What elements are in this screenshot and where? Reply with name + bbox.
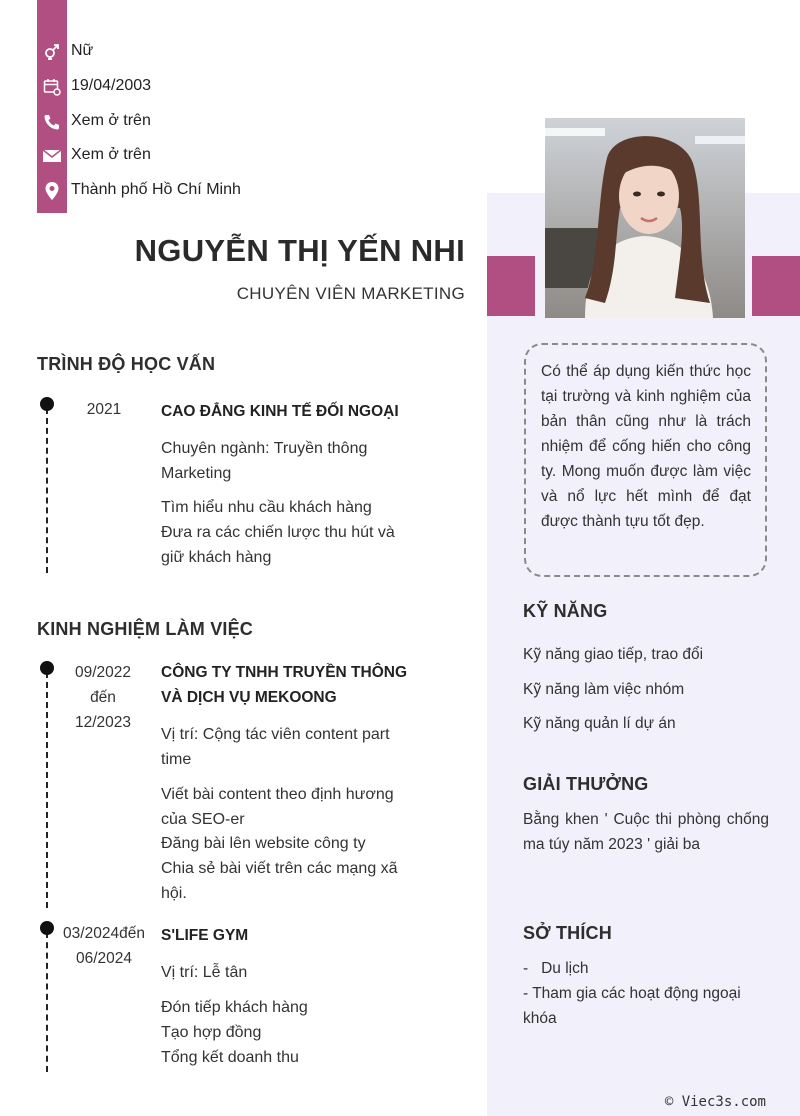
- timeline-dot: [40, 921, 54, 935]
- experience-desc: Tạo hợp đồng: [161, 1024, 262, 1041]
- birthday-text: 19/04/2003: [71, 77, 152, 94]
- experience-desc: Viết bài content theo định hương của SEO-er: [161, 786, 394, 828]
- gender-text: Nữ: [71, 42, 94, 59]
- email-text: Xem ở trên: [71, 146, 151, 163]
- date-line: 12/2023: [74, 714, 132, 731]
- experience-desc: Tổng kết doanh thu: [161, 1049, 299, 1066]
- footer-watermark[interactable]: © Viec3s.com: [664, 1094, 766, 1110]
- decor-block-left: [487, 256, 535, 316]
- experience-company: CÔNG TY TNHH TRUYỀN THÔNG VÀ DỊCH VỤ MEKOONG: [161, 664, 407, 706]
- timeline-line: [46, 408, 48, 573]
- job-title: CHUYÊN VIÊN MARKETING: [236, 284, 465, 303]
- timeline-dot: [40, 661, 54, 675]
- education-heading: TRÌNH ĐỘ HỌC VẤN: [37, 354, 216, 374]
- skill-item: Kỹ năng làm việc nhóm: [523, 681, 685, 698]
- experience-date: [56, 921, 152, 971]
- location-pin-icon: [37, 177, 67, 205]
- hobby-item: - Du lịch: [523, 960, 589, 977]
- career-objective: Có thể áp dụng kiến thức học tại trường và kinh nghiệm của bản thân cũng như là trách nhiệm để cống hiến cho công ty. Mong muốn được làm việc và nổ lực hết mình để đạt được thành tựu tốt đẹp.: [524, 343, 767, 577]
- experience-position: Vị trí: Lễ tân: [161, 964, 248, 981]
- date-line: 03/2024đến: [63, 925, 145, 942]
- contact-address: [37, 177, 337, 205]
- skill-item: Kỹ năng quản lí dự án: [523, 715, 676, 732]
- timeline-dot: [40, 397, 54, 411]
- decor-block-right: [752, 256, 800, 316]
- candidate-name: NGUYỄN THỊ YẾN NHI: [134, 233, 465, 268]
- education-major: Chuyên ngành: Truyền thông Marketing: [161, 440, 368, 482]
- award-text: Bằng khen ' Cuộc thi phòng chống ma túy năm 2023 ' giải ba: [523, 811, 769, 853]
- experience-company: S'LIFE GYM: [161, 927, 249, 944]
- experience-desc: Chia sẻ bài viết trên các mạng xã hội.: [161, 860, 398, 902]
- date-line: 09/2022: [74, 664, 132, 681]
- experience-heading: KINH NGHIỆM LÀM VIỆC: [37, 619, 254, 639]
- experience-position: Vị trí: Cộng tác viên content part time: [161, 726, 390, 768]
- timeline-line: [46, 932, 48, 1072]
- address-text: Thành phố Hồ Chí Minh: [71, 181, 241, 198]
- phone-text: Xem ở trên: [71, 112, 151, 129]
- hobby-item: - Tham gia các hoạt động ngoại khóa: [523, 985, 741, 1027]
- experience-desc: Đăng bài lên website công ty: [161, 835, 366, 852]
- phone-icon: [37, 108, 67, 136]
- email-icon: [37, 142, 67, 170]
- date-line: 06/2024: [75, 950, 133, 967]
- gender-icon: [37, 38, 67, 66]
- education-desc: Tìm hiểu nhu cầu khách hàng: [161, 499, 372, 516]
- date-line: đến: [90, 689, 116, 706]
- hobbies-heading: SỞ THÍCH: [523, 923, 612, 943]
- contact-email: [37, 142, 337, 170]
- timeline-line: [46, 672, 48, 908]
- calendar-icon: [37, 73, 67, 101]
- skill-item: Kỹ năng giao tiếp, trao đổi: [523, 646, 704, 663]
- awards-heading: GIẢI THƯỞNG: [523, 774, 649, 794]
- contact-birthday: [37, 73, 337, 101]
- education-desc: Đưa ra các chiến lược thu hút và giữ khách hàng: [161, 524, 395, 566]
- experience-desc: Đón tiếp khách hàng: [161, 999, 308, 1016]
- skills-heading: KỸ NĂNG: [523, 601, 608, 621]
- experience-date: [60, 660, 146, 735]
- contact-phone: [37, 108, 337, 136]
- profile-photo: [545, 118, 745, 318]
- education-school: CAO ĐẲNG KINH TẾ ĐỐI NGOẠI: [161, 403, 399, 420]
- education-date: 2021: [86, 401, 122, 418]
- contact-gender: [37, 38, 337, 66]
